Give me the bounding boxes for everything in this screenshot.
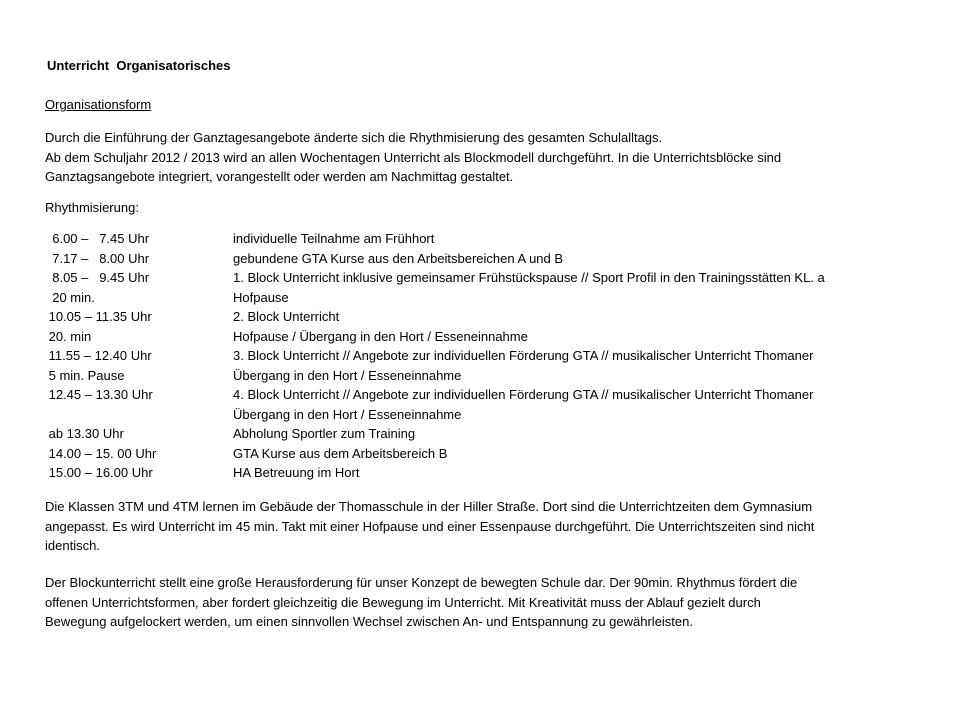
schedule-row bbox=[45, 385, 925, 405]
document-title: Unterricht Organisatorisches bbox=[47, 58, 231, 73]
schedule-row bbox=[45, 249, 925, 269]
schedule-time: 5 min. Pause bbox=[45, 367, 125, 383]
schedule-row bbox=[45, 288, 925, 308]
classes-paragraph bbox=[45, 497, 915, 556]
schedule-desc: 3. Block Unterricht // Angebote zur individuellen Förderung GTA // musikalischer Unterricht Thomaner bbox=[233, 348, 814, 363]
classes-line: Die Klassen 3TM und 4TM lernen im Gebäude der Thomasschule in der Hiller Straße. Dort sind die Unterrichtzeiten dem Gymnasium bbox=[45, 499, 813, 514]
schedule-time: 14.00 – 15. 00 Uhr bbox=[45, 445, 157, 461]
section-heading: Organisationsform bbox=[45, 97, 152, 112]
schedule-time: 20 min. bbox=[45, 289, 95, 305]
schedule-row bbox=[45, 424, 925, 444]
intro-line: Ab dem Schuljahr 2012 / 2013 wird an allen Wochentagen Unterricht als Blockmodell durchgeführt. In die Unterrichtsblöcke sind bbox=[45, 149, 782, 165]
intro-line: Ganztagsangebote integriert, vorangestellt oder werden am Nachmittag gestaltet. bbox=[45, 169, 514, 184]
schedule-row bbox=[45, 444, 925, 464]
intro-line: Durch die Einführung der Ganztagesangebote änderte sich die Rhythmisierung des gesamten Schulalltags. bbox=[45, 130, 663, 145]
schedule-desc: gebundene GTA Kurse aus den Arbeitsbereichen A und B bbox=[233, 250, 564, 266]
schedule-row bbox=[45, 327, 925, 347]
schedule-desc: GTA Kurse aus dem Arbeitsbereich B bbox=[233, 445, 448, 461]
schedule-desc: 1. Block Unterricht inklusive gemeinsamer Frühstückspause // Sport Profil in den Trainingsstätten KL. a bbox=[233, 270, 825, 285]
schedule-desc: Hofpause / Übergang in den Hort / Esseneinnahme bbox=[233, 328, 528, 344]
schedule-time: 7.17 – 8.00 Uhr bbox=[45, 250, 150, 266]
schedule-row bbox=[45, 405, 925, 425]
schedule-time bbox=[45, 405, 233, 425]
schedule-desc: Hofpause bbox=[233, 289, 289, 305]
intro-paragraph bbox=[45, 128, 915, 187]
schedule-time: 11.55 – 12.40 Uhr bbox=[45, 348, 152, 363]
schedule-table bbox=[45, 229, 925, 483]
schedule-desc: 2. Block Unterricht bbox=[233, 309, 340, 324]
schedule-desc: HA Betreuung im Hort bbox=[233, 465, 360, 480]
schedule-time: 10.05 – 11.35 Uhr bbox=[45, 309, 152, 324]
schedule-row bbox=[45, 366, 925, 386]
schedule-time: 6.00 – 7.45 Uhr bbox=[45, 231, 150, 246]
schedule-row bbox=[45, 229, 925, 249]
block-paragraph bbox=[45, 573, 915, 632]
rhythm-label: Rhythmisierung: bbox=[45, 200, 139, 215]
block-line: offenen Unterrichtsformen, aber fordert gleichzeitig die Bewegung im Unterricht. Mit Kreativität muss der Ablauf gezielt durch bbox=[45, 594, 761, 610]
block-line: Der Blockunterricht stellt eine große Herausforderung für unser Konzept de bewegten Schule dar. Der 90min. Rhythmus fördert die bbox=[45, 575, 798, 590]
classes-line: angepasst. Es wird Unterricht im 45 min. Takt mit einer Hofpause und einer Essenpause durchgeführt. Die Unterrichtszeiten sind nicht bbox=[45, 518, 815, 534]
schedule-row bbox=[45, 307, 925, 327]
schedule-time: 15.00 – 16.00 Uhr bbox=[45, 465, 153, 480]
schedule-time: 8.05 – 9.45 Uhr bbox=[45, 270, 150, 285]
schedule-desc: individuelle Teilnahme am Frühhort bbox=[233, 231, 435, 246]
schedule-time: ab 13.30 Uhr bbox=[45, 426, 124, 441]
schedule-desc: 4. Block Unterricht // Angebote zur individuellen Förderung GTA // musikalischer Unterricht Thomaner bbox=[233, 387, 814, 402]
schedule-time: 20. min bbox=[45, 328, 92, 344]
schedule-desc: Übergang in den Hort / Esseneinnahme bbox=[233, 367, 462, 383]
schedule-row bbox=[45, 346, 925, 366]
schedule-row bbox=[45, 268, 925, 288]
block-line: Bewegung aufgelockert werden, um einen sinnvollen Wechsel zwischen An- und Entspannung zu gewährleisten. bbox=[45, 614, 693, 629]
schedule-desc: Übergang in den Hort / Esseneinnahme bbox=[233, 406, 462, 422]
schedule-time: 12.45 – 13.30 Uhr bbox=[45, 387, 153, 402]
schedule-row bbox=[45, 463, 925, 483]
schedule-desc: Abholung Sportler zum Training bbox=[233, 426, 416, 441]
classes-line: identisch. bbox=[45, 538, 100, 553]
